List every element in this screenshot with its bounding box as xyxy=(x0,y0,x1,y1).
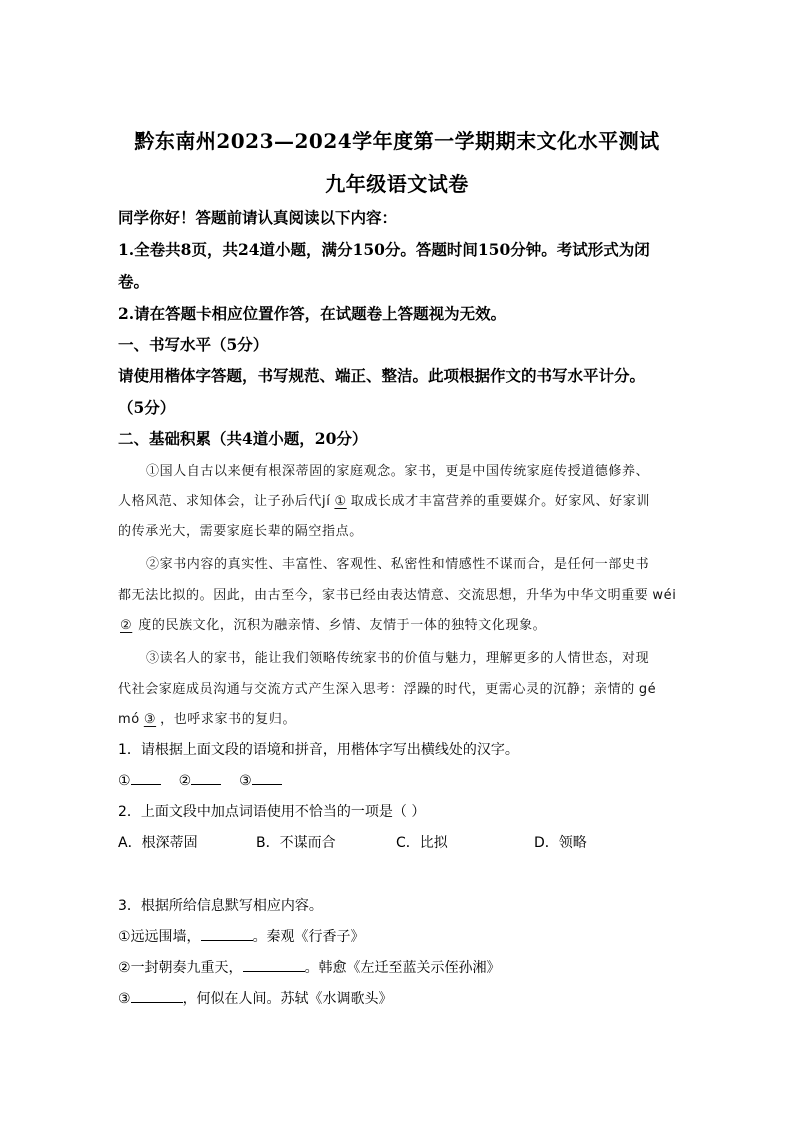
passage-p2-line2 xyxy=(118,584,676,603)
blank-mark-1: ① xyxy=(334,494,347,509)
passage-text: 都无法比拟的。因此，由古至今，家书已经由表达情意、交流思想，升华为中华文明重要 xyxy=(118,588,649,603)
answer-blank-q3-1[interactable] xyxy=(201,926,253,941)
blank-mark-2: ② xyxy=(120,618,133,633)
poem-source: 。韩愈《左迁至蓝关示侄孙湘》 xyxy=(304,960,501,976)
passage-p1-line2 xyxy=(118,490,650,509)
question-2: 2．上面文段中加点词语使用不恰当的一项是（ ） xyxy=(118,804,426,820)
poem-text: 远远围墙， xyxy=(130,929,201,945)
passage-p1-line1: ①国人自古以来便有根深蒂固的家庭观念。家书，更是中国传统家庭传授道德修养、 xyxy=(146,464,650,479)
poem-text: 一封朝奏九重天， xyxy=(130,960,243,976)
option-a[interactable]: A．根深蒂固 xyxy=(118,835,198,851)
option-d[interactable]: D．领略 xyxy=(534,835,587,851)
passage-p1-line3: 的传承光大，需要家庭长辈的隔空指点。 xyxy=(118,524,363,539)
pinyin-mo: mó xyxy=(118,712,140,727)
question-3-item-2 xyxy=(118,957,501,977)
passage-text: 度的民族文化，沉积为融亲情、乡情、友情于一体的独特文化现象。 xyxy=(138,618,547,633)
passage-p3-line3 xyxy=(118,708,296,727)
passage-text: ，也呼求家书的复归。 xyxy=(160,712,297,727)
pinyin-ji: jí xyxy=(322,494,331,509)
poem-source: 。秦观《行香子》 xyxy=(252,929,365,945)
blank-label-3: ③ xyxy=(239,773,252,789)
answer-blank-2[interactable] xyxy=(191,770,221,785)
section-1-heading: 一、书写水平（5分） xyxy=(118,335,269,354)
exam-subtitle: 九年级语文试卷 xyxy=(325,172,469,196)
question-2-options xyxy=(118,832,587,852)
answer-blank-q3-3[interactable] xyxy=(131,988,183,1003)
passage-p3-line2 xyxy=(118,678,656,697)
notice-item-1-cont: 卷。 xyxy=(118,272,150,291)
section-1-text: 请使用楷体字答题，书写规范、端正、整洁。此项根据作文的书写水平计分。 xyxy=(118,366,646,385)
exam-title: 黔东南州2023—2024学年度第一学期期末文化水平测试 xyxy=(134,129,660,153)
option-c[interactable]: C．比拟 xyxy=(396,835,448,851)
pinyin-wei: wéi xyxy=(652,588,677,603)
question-3-item-1 xyxy=(118,926,365,946)
passage-p2-line3 xyxy=(118,614,546,633)
poem-source: ，何似在人间。苏轼《水调歌头》 xyxy=(182,991,393,1007)
question-3-item-3 xyxy=(118,988,393,1008)
pinyin-ge: gé xyxy=(638,682,657,697)
item-mark: ② xyxy=(118,960,131,976)
notice-greeting: 同学你好！答题前请认真阅读以下内容： xyxy=(118,208,398,227)
passage-text: 代社会家庭成员沟通与交流方式产生深入思考：浮躁的时代，更需心灵的沉静；亲情的 xyxy=(118,682,635,697)
passage-p3-line1: ③读名人的家书，能让我们领略传统家书的价值与魅力，理解更多的人情世态，对现 xyxy=(146,651,650,666)
notice-item-2: 2.请在答题卡相应位置作答，在试题卷上答题视为无效。 xyxy=(118,304,507,323)
answer-blank-q3-2[interactable] xyxy=(243,957,305,972)
section-2-heading: 二、基础积累（共4道小题，20分） xyxy=(118,429,368,448)
item-mark: ① xyxy=(118,929,131,945)
question-1-blanks xyxy=(118,770,282,789)
answer-blank-3[interactable] xyxy=(252,770,282,785)
question-3: 3．根据所给信息默写相应内容。 xyxy=(118,898,323,914)
blank-label-2: ② xyxy=(178,773,192,789)
passage-text: 取成长成才丰富营养的重要媒介。好家风、好家训 xyxy=(350,494,650,509)
section-1-score: （5分） xyxy=(118,398,176,417)
item-mark: ③ xyxy=(118,991,131,1007)
option-b[interactable]: B．不谋而合 xyxy=(256,835,336,851)
blank-mark-3: ③ xyxy=(143,712,157,727)
question-1: 1．请根据上面文段的语境和拼音，用楷体字写出横线处的汉字。 xyxy=(118,742,519,758)
passage-p2-line1: ②家书内容的真实性、丰富性、客观性、私密性和情感性不谋而合，是任何一部史书 xyxy=(146,557,650,572)
answer-blank-1[interactable] xyxy=(131,770,161,785)
passage-text: 人格风范、求知体会，让子孙后代 xyxy=(118,494,323,509)
notice-item-1: 1.全卷共8页，共24道小题，满分150分。答题时间150分钟。考试形式为闭 xyxy=(118,240,650,259)
blank-label-1: ① xyxy=(118,773,131,789)
